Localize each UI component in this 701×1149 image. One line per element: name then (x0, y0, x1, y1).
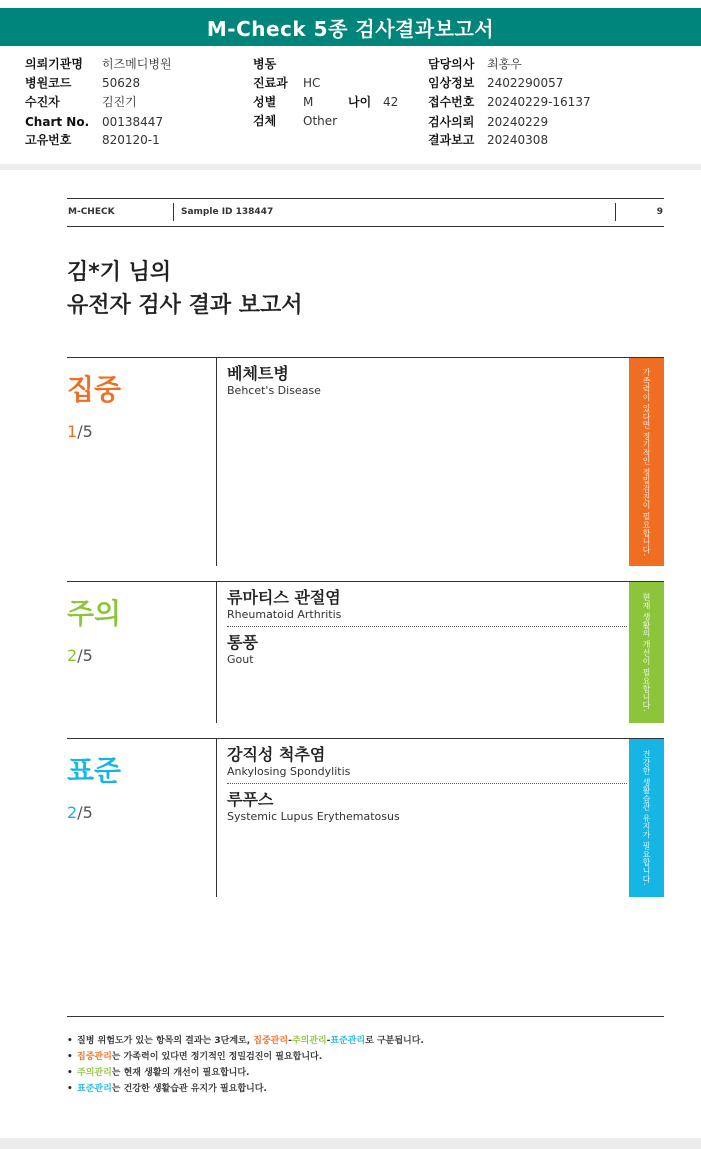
section-divider (216, 358, 217, 566)
info-value: 50628 (102, 76, 141, 90)
disease-name-ko: 베체트병 (227, 364, 289, 383)
footer-note: • 질병 위험도가 있는 항목의 결과는 3단계로, 집중관리-주의관리-표준관리로 구분됩니다. (67, 1033, 424, 1049)
info-patient (25, 95, 137, 109)
info-department (253, 76, 320, 90)
info-value: 김진기 (102, 95, 137, 109)
disease-name-ko: 통풍 (227, 633, 258, 652)
section-divider (216, 582, 217, 723)
grade-tab-text: 현재 생활의 개선이 필요합니다. (642, 592, 651, 713)
bullet-icon: • (67, 1068, 73, 1078)
report-heading-name: 김*기 님의 (67, 260, 172, 285)
disease-name-en: Systemic Lupus Erythematosus (227, 810, 400, 823)
disease-name-ko: 루푸스 (227, 790, 274, 809)
info-label: 담당의사 (428, 57, 475, 71)
info-label: 결과보고 (428, 133, 475, 147)
page-header-divider (173, 203, 174, 221)
grade-tab-standard (629, 739, 664, 897)
page-header-brand: M-CHECK (68, 207, 115, 217)
info-label: 수진자 (25, 95, 60, 109)
info-label: 병동 (253, 57, 277, 71)
info-label: 진료과 (253, 76, 288, 90)
disease-list (227, 745, 627, 834)
disease-name-en: Behcet's Disease (227, 384, 321, 397)
info-chart-no (25, 115, 163, 129)
page-header-divider (615, 203, 616, 221)
section-divider (216, 739, 217, 897)
disease-item (227, 745, 627, 784)
page-header-sample-id: Sample ID 138447 (181, 207, 274, 217)
info-value: 최홍우 (487, 57, 522, 71)
info-label: 나이 (348, 95, 372, 109)
info-ward (253, 57, 303, 71)
info-report-date (428, 133, 548, 147)
info-label: 검체 (253, 114, 277, 128)
grade-section-caution (67, 581, 664, 723)
bullet-icon: • (67, 1052, 73, 1062)
info-unique-no (25, 133, 160, 147)
info-value: 20240229 (487, 115, 549, 129)
grade-name: 주의 (67, 597, 122, 630)
info-label: 임상정보 (428, 76, 475, 90)
disease-item (227, 633, 627, 671)
report-title-bar (0, 8, 701, 46)
info-value: 20240229-16137 (487, 95, 591, 109)
grade-tab-text: 가족력이 있다면 정기적인 정밀검진이 필요합니다. (642, 367, 651, 557)
info-hospital-code (25, 76, 140, 90)
footer-notes (67, 1033, 424, 1097)
info-value: 820120-1 (102, 133, 160, 147)
grade-tab-focus (629, 358, 664, 566)
footer-note: • 집중관리는 가족력이 있다면 정기적인 정밀검진이 필요합니다. (67, 1049, 424, 1065)
grade-name: 집중 (67, 373, 122, 406)
info-value: 42 (383, 95, 399, 109)
disease-name-ko: 강직성 척추염 (227, 745, 326, 764)
info-label: 고유번호 (25, 133, 72, 147)
info-label: 접수번호 (428, 95, 475, 109)
disease-list (227, 364, 627, 408)
disease-item (227, 364, 627, 402)
grade-name: 표준 (67, 754, 122, 787)
page-number: 9 (656, 207, 663, 217)
disease-name-en: Ankylosing Spondylitis (227, 765, 351, 778)
info-hospital (25, 57, 172, 71)
info-value: M (303, 95, 314, 109)
report-heading (67, 256, 303, 322)
info-value: 20240308 (487, 133, 549, 147)
grade-count: 2/5 (67, 803, 93, 822)
report-heading-title: 유전자 검사 결과 보고서 (67, 293, 303, 318)
disease-name-en: Gout (227, 653, 254, 666)
info-clinical (428, 76, 563, 90)
info-doctor (428, 57, 522, 71)
info-value: 00138447 (102, 115, 164, 129)
disease-list (227, 588, 627, 677)
grade-count: 2/5 (67, 646, 93, 665)
info-label: Chart No. (25, 115, 90, 129)
bullet-icon: • (67, 1036, 73, 1046)
patient-info-panel (0, 46, 701, 165)
info-label: 검사의뢰 (428, 115, 475, 129)
footer-note: • 표준관리는 건강한 생활습관 유지가 필요합니다. (67, 1081, 424, 1097)
grade-tab-text: 건강한 생활습관 유지가 필요합니다. (642, 750, 651, 886)
disease-item (227, 588, 627, 627)
info-label: 의뢰기관명 (25, 57, 83, 71)
disease-name-en: Rheumatoid Arthritis (227, 608, 342, 621)
section-divider-band (0, 164, 701, 170)
info-value: Other (303, 114, 338, 128)
info-label: 병원코드 (25, 76, 72, 90)
report-title: M-Check 5종 검사결과보고서 (206, 16, 495, 41)
grade-count: 1/5 (67, 422, 93, 441)
page-header (67, 198, 664, 227)
info-value: HC (303, 76, 321, 90)
grade-tab-caution (629, 582, 664, 723)
bullet-icon: • (67, 1084, 73, 1094)
info-value: 히즈메디병원 (102, 57, 172, 71)
grade-section-standard (67, 738, 664, 897)
info-request-date (428, 115, 548, 129)
info-value: 2402290057 (487, 76, 564, 90)
footer-note: • 주의관리는 현재 생활의 개선이 필요합니다. (67, 1065, 424, 1081)
disease-name-ko: 류마티스 관절염 (227, 588, 341, 607)
bottom-band (0, 1138, 701, 1149)
grade-section-focus (67, 357, 664, 566)
info-sex (253, 95, 398, 109)
disease-item (227, 790, 627, 828)
info-specimen (253, 114, 337, 128)
footer-rule (67, 1016, 664, 1017)
info-label: 성별 (253, 95, 277, 109)
info-receipt-no (428, 95, 591, 109)
